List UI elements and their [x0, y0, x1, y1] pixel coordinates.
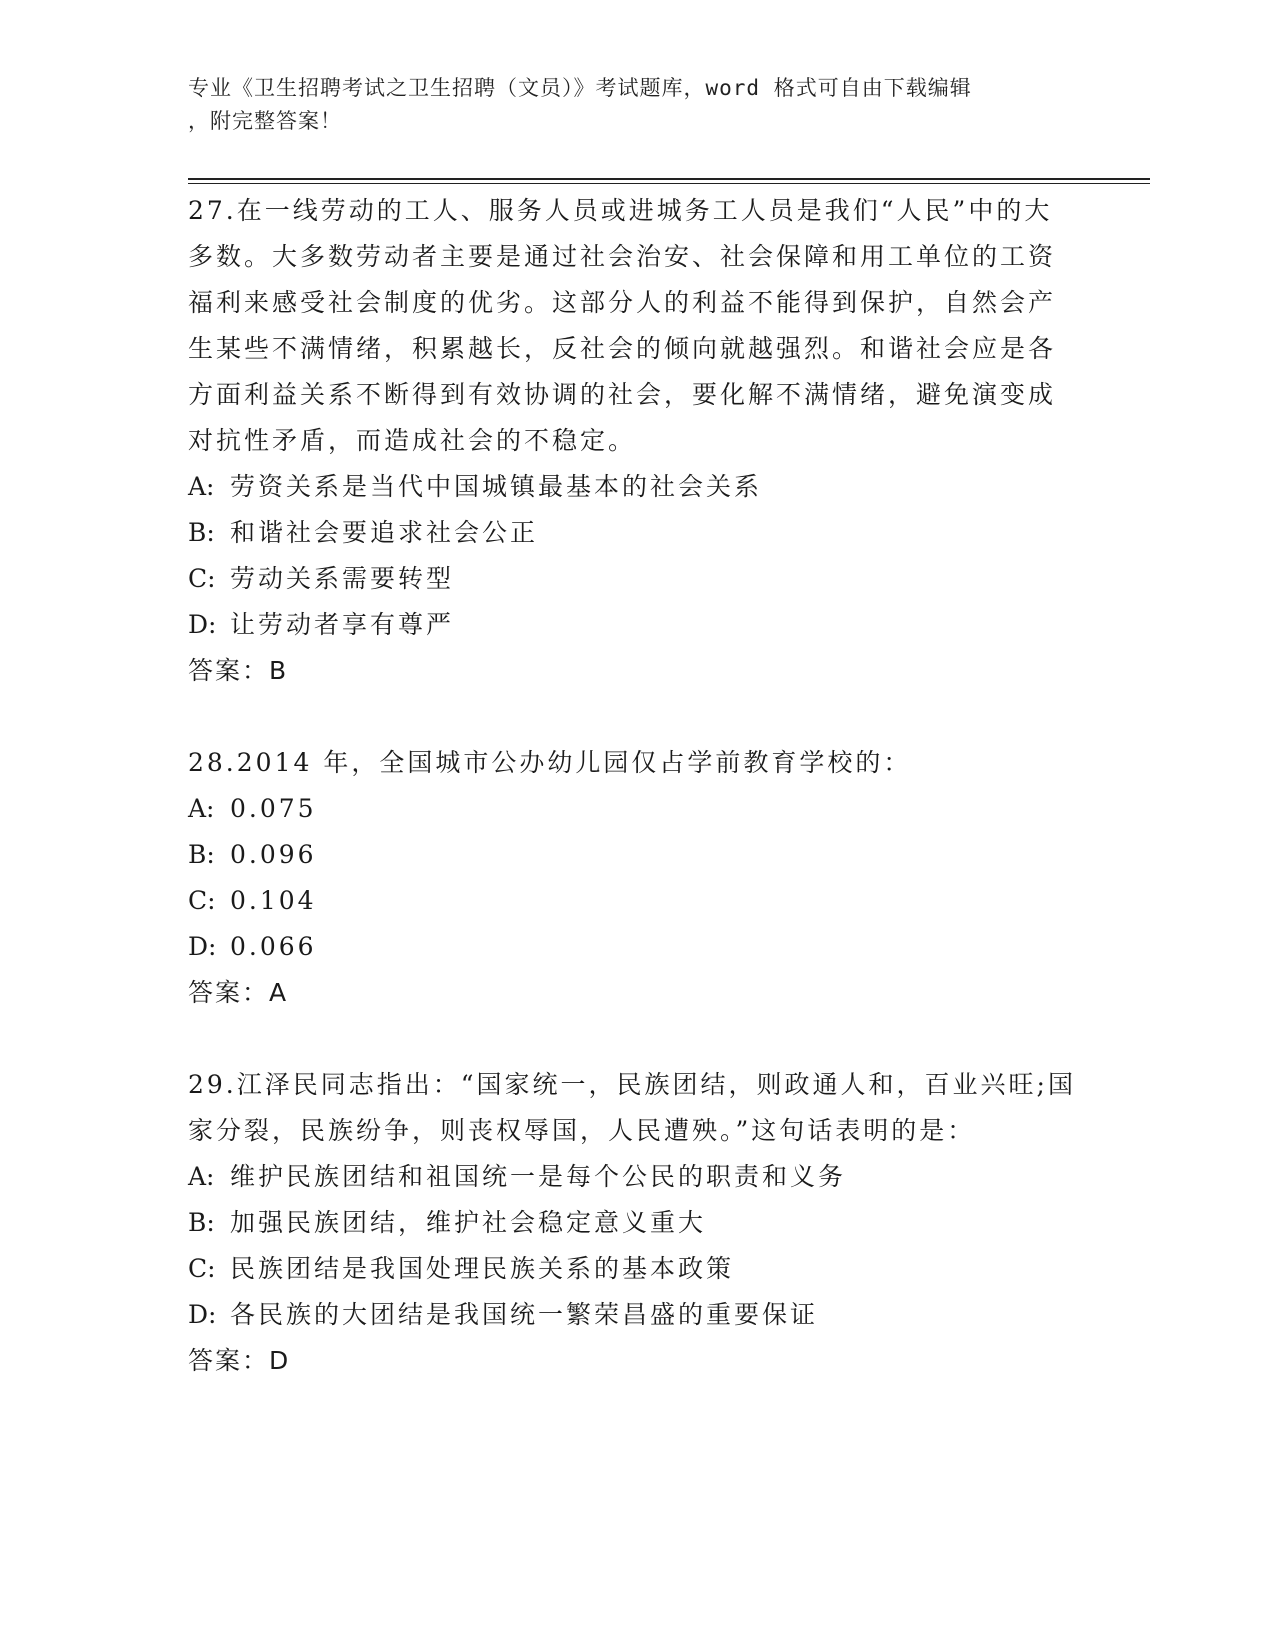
option-text: 各民族的大团结是我国统一繁荣昌盛的重要保证 — [230, 1300, 819, 1329]
option-key: A: — [188, 794, 215, 823]
question-list — [188, 188, 1078, 1430]
option-key: B: — [188, 1208, 215, 1237]
option-key: A: — [188, 472, 215, 501]
question-27 — [188, 188, 1078, 694]
option-key: B: — [188, 518, 215, 547]
option-text: 0.104 — [230, 886, 317, 915]
option-key: B: — [188, 840, 215, 869]
option-b — [188, 510, 1078, 556]
option-text: 和谐社会要追求社会公正 — [230, 518, 539, 547]
answer-line: 答案：D — [188, 1346, 291, 1375]
option-c — [188, 1246, 1078, 1292]
option-a — [188, 464, 1078, 510]
option-text: 劳资关系是当代中国城镇最基本的社会关系 — [230, 472, 763, 501]
option-b — [188, 1200, 1078, 1246]
option-text: 加强民族团结，维护社会稳定意义重大 — [230, 1208, 707, 1237]
header-divider-thick — [188, 178, 1150, 180]
option-key: C: — [188, 564, 216, 593]
question-stem: 29.江泽民同志指出：“国家统一，民族团结，则政通人和，百业兴旺;国家分裂，民族纷争，则丧权辱国，人民遭殃。”这句话表明的是： — [188, 1070, 1076, 1145]
option-text: 劳动关系需要转型 — [230, 564, 455, 593]
option-b — [188, 832, 1078, 878]
answer-line: 答案：A — [188, 978, 289, 1007]
option-d — [188, 924, 1078, 970]
option-text: 0.075 — [230, 794, 317, 823]
header-divider-thin — [188, 183, 1150, 184]
option-text: 0.066 — [230, 932, 317, 961]
option-key: D: — [188, 1300, 217, 1329]
option-d — [188, 1292, 1078, 1338]
document-header — [188, 72, 1068, 138]
header-line-1: 专业《卫生招聘考试之卫生招聘（文员）》考试题库，word 格式可自由下载编辑 — [188, 76, 972, 100]
question-stem: 27.在一线劳动的工人、服务人员或进城务工人员是我们“人民”中的大多数。大多数劳动者主要是通过社会治安、社会保障和用工单位的工资福利来感受社会制度的优劣。这部分人的利益不能得到保护，自然会产生某些不满情绪，积累越长，反社会的倾向就越强烈。和谐社会应是各方面利益关系不断得到有效协调的社会，要化解不满情绪，避免演变成对抗性矛盾，而造成社会的不稳定。 — [188, 196, 1057, 455]
option-a — [188, 1154, 1078, 1200]
option-c — [188, 878, 1078, 924]
option-key: A: — [188, 1162, 215, 1191]
option-text: 0.096 — [230, 840, 317, 869]
question-28 — [188, 740, 1078, 1016]
option-c — [188, 556, 1078, 602]
option-d — [188, 602, 1078, 648]
question-29 — [188, 1062, 1078, 1384]
option-key: C: — [188, 1254, 216, 1283]
option-key: C: — [188, 886, 216, 915]
option-a — [188, 786, 1078, 832]
header-line-2: ，附完整答案！ — [188, 109, 342, 133]
option-key: D: — [188, 610, 217, 639]
option-key: D: — [188, 932, 217, 961]
option-text: 民族团结是我国处理民族关系的基本政策 — [230, 1254, 735, 1283]
option-text: 让劳动者享有尊严 — [230, 610, 455, 639]
option-text: 维护民族团结和祖国统一是每个公民的职责和义务 — [230, 1162, 847, 1191]
question-stem: 28.2014 年，全国城市公办幼儿园仅占学前教育学校的： — [188, 748, 912, 777]
answer-line: 答案：B — [188, 656, 289, 685]
